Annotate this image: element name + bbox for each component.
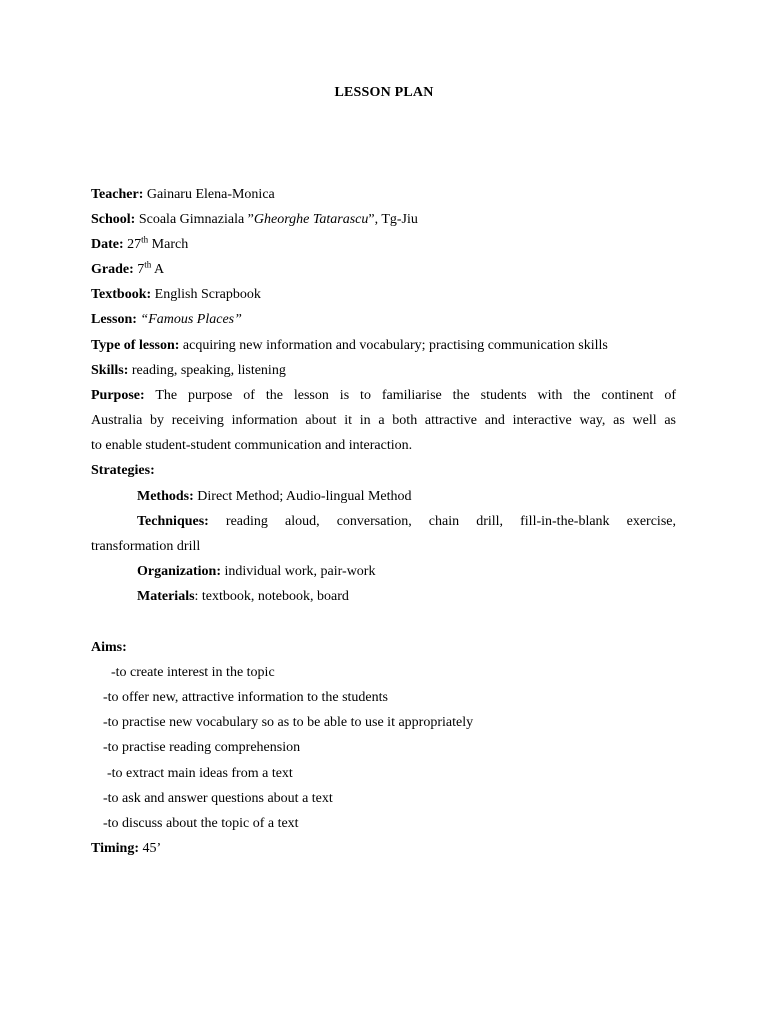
purpose-text-3: to enable student-student communication and interaction. — [91, 438, 413, 453]
purpose-line-3 — [91, 437, 412, 455]
methods-value: Direct Method; Audio-lingual Method — [193, 489, 412, 504]
purpose-text-1: The purpose of the lesson is to familiarise the students with the continent of — [144, 388, 676, 403]
date-sup: th — [141, 234, 149, 245]
lesson-line — [91, 311, 242, 329]
teacher-value: Gainaru Elena-Monica — [143, 187, 275, 202]
page-title: LESSON PLAN — [334, 85, 434, 100]
teacher-label: Teacher: — [91, 187, 144, 202]
materials-label: Materials — [137, 589, 195, 604]
organization-value: individual work, pair-work — [221, 564, 376, 579]
skills-line — [91, 362, 286, 380]
strategies-heading — [91, 462, 155, 480]
materials-value: : textbook, notebook, board — [194, 589, 349, 604]
techniques-value-2: transformation drill — [91, 539, 201, 554]
organization-line — [137, 563, 375, 581]
textbook-value: English Scrapbook — [151, 287, 261, 302]
techniques-label: Techniques: — [137, 514, 209, 529]
grade-label: Grade: — [91, 262, 134, 277]
school-prefix: Scoala Gimnaziala ” — [135, 212, 254, 227]
aim-item: -to discuss about the topic of a text — [103, 816, 299, 831]
timing-line — [91, 840, 161, 858]
materials-line — [137, 588, 349, 606]
grade-class: A — [151, 262, 165, 277]
purpose-line-1 — [91, 387, 676, 405]
strategies-label: Strategies: — [91, 463, 155, 478]
purpose-text-2: Australia by receiving information about it in a both attractive and interactive way, as well as — [91, 413, 676, 428]
teacher-line — [91, 186, 275, 204]
aims-label: Aims: — [91, 640, 127, 655]
school-line — [91, 211, 418, 229]
school-label: School: — [91, 212, 136, 227]
date-line — [91, 236, 188, 254]
type-of-lesson-label: Type of lesson: — [91, 338, 180, 353]
aim-item: -to extract main ideas from a text — [107, 766, 293, 781]
school-name: Gheorghe Tatarascu — [253, 212, 369, 227]
type-of-lesson-value: acquiring new information and vocabulary; practising communication skills — [179, 338, 608, 353]
timing-value: 45’ — [138, 841, 162, 856]
aim-item: -to create interest in the topic — [111, 665, 275, 680]
timing-label: Timing: — [91, 841, 139, 856]
aim-item: -to offer new, attractive information to the students — [103, 690, 388, 705]
date-month: March — [148, 237, 189, 252]
textbook-line — [91, 286, 261, 304]
grade-sup: th — [144, 259, 152, 270]
school-suffix: ”, Tg-Jiu — [368, 212, 418, 227]
techniques-line-2 — [91, 538, 200, 556]
purpose-line-2 — [91, 412, 676, 430]
organization-label: Organization: — [137, 564, 221, 579]
techniques-value: reading aloud, conversation, chain drill, fill-in-the-blank exercise, — [208, 514, 676, 529]
aim-item: -to practise reading comprehension — [103, 740, 301, 755]
purpose-label: Purpose: — [91, 388, 145, 403]
methods-label: Methods: — [137, 489, 194, 504]
date-label: Date: — [91, 237, 124, 252]
skills-value: reading, speaking, listening — [128, 363, 286, 378]
aim-item: -to ask and answer questions about a text — [103, 791, 333, 806]
aims-heading — [91, 639, 127, 657]
lesson-value: “Famous Places” — [136, 312, 242, 327]
grade-line — [91, 261, 164, 279]
type-of-lesson-line — [91, 337, 608, 355]
date-day: 27 — [123, 237, 142, 252]
methods-line — [137, 488, 412, 506]
grade-num: 7 — [133, 262, 145, 277]
skills-label: Skills: — [91, 363, 129, 378]
techniques-line — [137, 513, 676, 531]
lesson-label: Lesson: — [91, 312, 137, 327]
aim-item: -to practise new vocabulary so as to be able to use it appropriately — [103, 715, 474, 730]
textbook-label: Textbook: — [91, 287, 152, 302]
